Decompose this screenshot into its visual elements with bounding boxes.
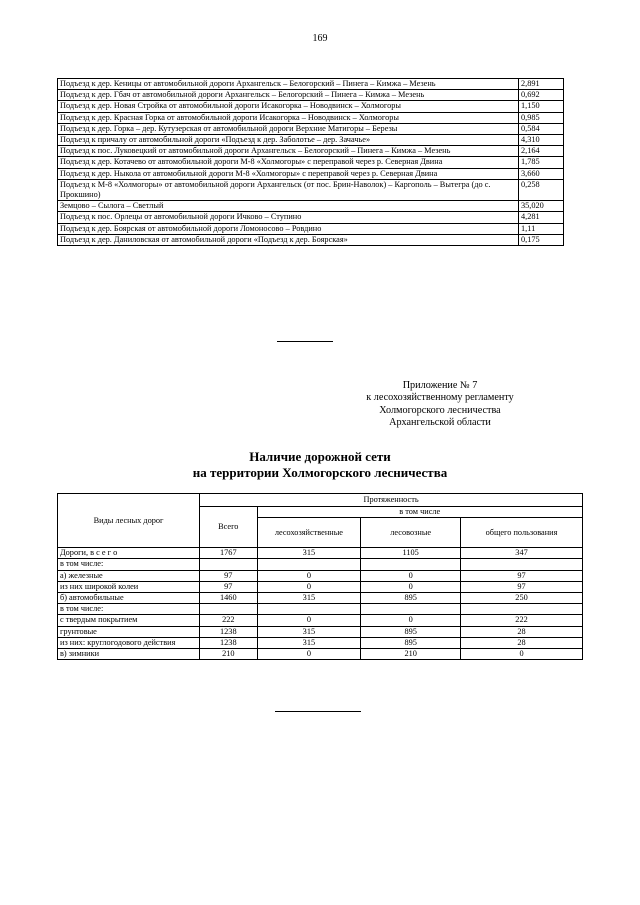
cell-public [461,559,583,570]
appendix-caption [320,380,560,430]
cell-label: б) автомобильные [58,593,200,604]
cell-forestry [257,604,361,615]
separator-line [277,341,333,342]
appendix-line: Приложение № 7 [402,380,478,391]
table-row [58,179,564,200]
cell-forestry: 315 [257,593,361,604]
cell-logging: 895 [361,593,461,604]
cell-public [461,604,583,615]
road-name: Подъезд к пос. Орлецы от автомобильной дороги Ичково – Ступино [58,212,519,223]
cell-label: а) железные [58,570,200,581]
header-length: Протяженность [200,494,583,507]
cell-public: 28 [461,637,583,648]
table-row [58,649,583,660]
table-row [58,593,583,604]
table-row [58,570,583,581]
cell-total: 210 [200,649,257,660]
cell-forestry: 315 [257,626,361,637]
cell-total: 1460 [200,593,257,604]
cell-public: 28 [461,626,583,637]
appendix-line: Архангельской области [389,417,491,429]
road-length: 4,310 [519,135,564,146]
header-including: в том числе [257,507,582,518]
road-length: 1,150 [519,101,564,112]
road-length: 0,985 [519,112,564,123]
cell-public: 222 [461,615,583,626]
road-length: 0,692 [519,90,564,101]
table-row [58,548,583,559]
road-length: 2,891 [519,79,564,90]
cell-label: Дороги, в с е г о [58,548,200,559]
cell-label: в том числе: [58,604,200,615]
road-length: 4,281 [519,212,564,223]
cell-public: 250 [461,593,583,604]
cell-total: 97 [200,581,257,592]
cell-logging: 0 [361,615,461,626]
road-name: Подъезд к М-8 «Холмогоры» от автомобильной дороги Архангельск (от пос. Брин-Наволок) – Каргополь – Вытегра (до с. Прокшино) [58,179,519,200]
cell-logging: 0 [361,570,461,581]
road-network-table [57,493,583,660]
cell-total: 1767 [200,548,257,559]
table-row [58,123,564,134]
road-name: Подъезд к дер. Даниловская от автомобильной дороги «Подъезд к дер. Боярская» [58,234,519,245]
cell-forestry [257,559,361,570]
table-row [58,212,564,223]
cell-total: 1238 [200,637,257,648]
cell-logging: 1105 [361,548,461,559]
road-length: 35,020 [519,201,564,212]
header-logging: лесовозные [361,518,461,548]
road-name: Подъезд к дер. Гбач от автомобильной дороги Архангельск – Белогорский – Пинега – Кимжа – Мезень [58,90,519,101]
cell-total [200,604,257,615]
cell-forestry: 0 [257,581,361,592]
cell-logging: 895 [361,637,461,648]
table-row [58,581,583,592]
table-row [58,615,583,626]
page-number: 169 [312,33,328,44]
cell-logging [361,604,461,615]
road-name: Подъезд к дер. Кеницы от автомобильной дороги Архангельск – Белогорский – Пинега – Кимжа – Мезень [58,79,519,90]
cell-forestry: 315 [257,548,361,559]
cell-label: грунтовые [58,626,200,637]
cell-logging: 210 [361,649,461,660]
title-line: Наличие дорожной сети [249,449,391,464]
table-row [58,626,583,637]
cell-forestry: 0 [257,615,361,626]
section-title [100,449,540,480]
table-row [58,90,564,101]
cell-public: 0 [461,649,583,660]
road-name: Подъезд к дер. Красная Горка от автомобильной дороги Исакогорка – Новодвинск – Холмогоры [58,112,519,123]
table-row [58,223,564,234]
road-length: 3,660 [519,168,564,179]
table-row [58,234,564,245]
table-row [58,604,583,615]
header-public: общего пользования [461,518,583,548]
cell-logging: 895 [361,626,461,637]
cell-label: из них широкой колеи [58,581,200,592]
road-length: 2,164 [519,146,564,157]
table-row [58,201,564,212]
table-row [58,168,564,179]
road-length: 0,584 [519,123,564,134]
cell-label: из них: круглогодового действия [58,637,200,648]
table-row [58,559,583,570]
cell-forestry: 315 [257,637,361,648]
road-name: Подъезд к дер. Горка – дер. Кутузерская от автомобильной дороги Верхние Матигоры – Березы [58,123,519,134]
road-length: 0,175 [519,234,564,245]
header-total: Всего [200,507,257,548]
header-forestry: лесохозяйственные [257,518,361,548]
cell-logging [361,559,461,570]
cell-total: 97 [200,570,257,581]
cell-public: 97 [461,570,583,581]
cell-label: с твердым покрытием [58,615,200,626]
road-name: Земцово – Сылога – Светлый [58,201,519,212]
road-name: Подъезд к дер. Ныкола от автомобильной дороги М-8 «Холмогоры» с переправой через р. Северная Двина [58,168,519,179]
cell-total: 1238 [200,626,257,637]
table-row [58,135,564,146]
cell-public: 97 [461,581,583,592]
appendix-line: к лесохозяйственному регламенту [366,392,514,404]
table-row [58,157,564,168]
cell-label: в) зимники [58,649,200,660]
road-name: Подъезд к дер. Котачево от автомобильной дороги М-8 «Холмогоры» с переправой через р. Северная Двина [58,157,519,168]
road-name: Подъезд к дер. Боярская от автомобильной дороги Ломоносово – Ровдино [58,223,519,234]
title-line: на территории Холмогорского лесничества [192,464,448,480]
road-name: Подъезд к причалу от автомобильной дороги «Подъезд к дер. Заболотье – дер. Зачачье» [58,135,519,146]
cell-total [200,559,257,570]
cell-label: в том числе: [58,559,200,570]
cell-logging: 0 [361,581,461,592]
road-length: 1,785 [519,157,564,168]
appendix-line: Холмогорского лесничества [379,404,501,416]
table-row [58,146,564,157]
cell-public: 347 [461,548,583,559]
cell-forestry: 0 [257,570,361,581]
cell-total: 222 [200,615,257,626]
separator-line [275,711,361,712]
header-road-types: Виды лесных дорог [58,494,200,548]
table-row [58,101,564,112]
road-name: Подъезд к пос. Луковецкий от автомобильной дороги Архангельск – Белогорский – Пинега – Кимжа – Мезень [58,146,519,157]
table-row [58,112,564,123]
table-row [58,637,583,648]
cell-forestry: 0 [257,649,361,660]
road-length: 1,11 [519,223,564,234]
road-name: Подъезд к дер. Новая Стройка от автомобильной дороги Исакогорка – Новодвинск – Холмогоры [58,101,519,112]
table-row [58,79,564,90]
road-length: 0,258 [519,179,564,200]
road-list-table [57,78,564,246]
